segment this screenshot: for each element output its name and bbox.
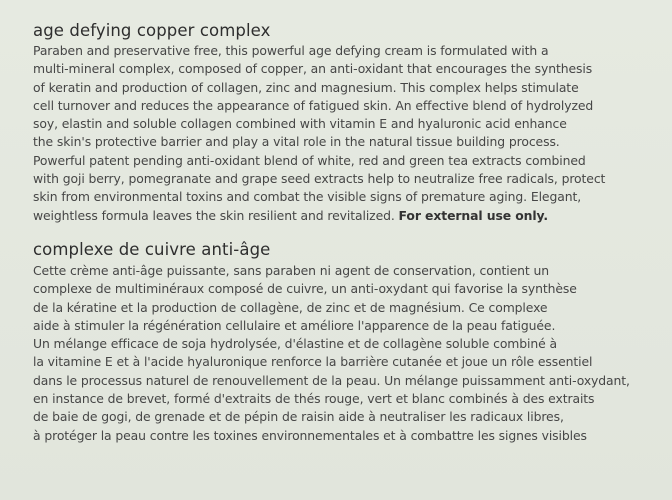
french-line: de baie de gogi, de grenade et de pépin de raisin aide à neutraliser les radicaux libres,: [33, 409, 564, 425]
french-line: en instance de brevet, formé d'extraits de thés rouge, vert et blanc combinés à des extraits: [33, 391, 595, 407]
external-use-note: For external use only.: [398, 207, 548, 223]
english-line: soy, elastin and soluble collagen combined with vitamin E and hyaluronic acid enhance: [33, 116, 567, 132]
english-description: [33, 42, 656, 225]
french-line: la vitamine E et à l'acide hyaluronique renforce la barrière cutanée et joue un rôle essentiel: [33, 354, 593, 370]
french-line: de la kératine et la production de collagène, de zinc et de magnésium. Ce complexe: [33, 299, 548, 315]
french-description: [33, 262, 656, 445]
english-last-line-text: weightless formula leaves the skin resilient and revitalized.: [33, 207, 395, 223]
french-line: aide à stimuler la régénération cellulaire et améliore l'apparence de la peau fatiguée.: [33, 317, 556, 333]
english-line: skin from environmental toxins and combat the visible signs of premature aging. Elegant,: [33, 189, 582, 205]
english-line: of keratin and production of collagen, zinc and magnesium. This complex helps stimulate: [33, 79, 579, 95]
english-last-line: [33, 207, 656, 225]
french-section: [33, 239, 656, 445]
english-title: age defying copper complex: [33, 21, 271, 40]
french-line: Un mélange efficace de soja hydrolysée, d'élastine et de collagène soluble combiné à: [33, 336, 557, 352]
french-line: à protéger la peau contre les toxines environnementales et à combattre les signes visibles: [33, 427, 587, 443]
english-line: Powerful patent pending anti-oxidant blend of white, red and green tea extracts combined: [33, 152, 586, 168]
french-line: Cette crème anti-âge puissante, sans paraben ni agent de conservation, contient un: [33, 262, 549, 278]
english-line: Paraben and preservative free, this powerful age defying cream is formulated with a: [33, 43, 549, 58]
english-line: cell turnover and reduces the appearance of fatigued skin. An effective blend of hydrolyzed: [33, 97, 594, 113]
french-line: dans le processus naturel de renouvellement de la peau. Un mélange puissamment anti-oxydant,: [33, 372, 630, 388]
english-section: [33, 20, 656, 225]
english-line: the skin's protective barrier and play a vital role in the natural tissue building process.: [33, 134, 560, 150]
english-line: multi-mineral complex, composed of copper, an anti-oxidant that encourages the synthesis: [33, 61, 593, 77]
french-line: complexe de multiminéraux composé de cuivre, un anti-oxydant qui favorise la synthèse: [33, 281, 577, 297]
english-line: with goji berry, pomegranate and grape seed extracts help to neutralize free radicals, protect: [33, 171, 606, 187]
french-title: complexe de cuivre anti-âge: [33, 239, 271, 259]
